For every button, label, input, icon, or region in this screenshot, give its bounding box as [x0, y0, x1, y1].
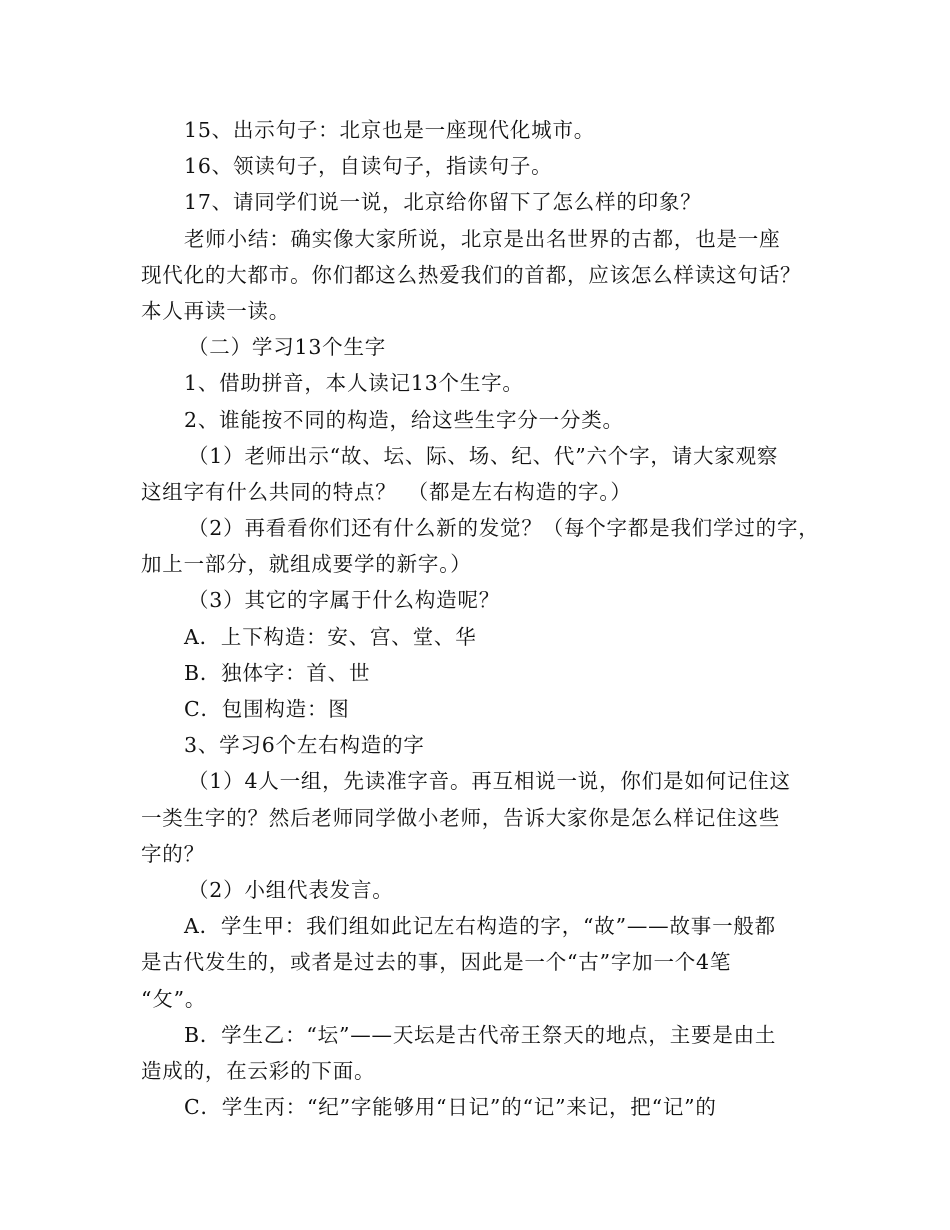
text-line: （3）其它的字属于什么构造呢？	[188, 588, 501, 613]
list-item: C．包围构造：图	[184, 697, 350, 721]
text-line: 一类生字的？然后老师同学做小老师，告诉大家你是怎么样记住这些	[141, 805, 780, 830]
text-line: （1）4人一组，先读准字音。再互相说一说，你们是如何记住这	[188, 769, 791, 794]
list-item: C．学生丙：“纪”字能够用“日记”的“记”来记，把“记”的	[184, 1095, 717, 1120]
list-item: A．上下构造：安、宫、堂、华	[184, 624, 477, 649]
list-item: B．学生乙：“坛”——天坛是古代帝王祭天的地点，主要是由土	[184, 1022, 777, 1047]
section-heading: （二）学习13个生字	[188, 335, 387, 360]
text-line: 加上一部分，就组成要学的新字。）	[141, 552, 472, 577]
text-line: 是古代发生的，或者是过去的事，因此是一个“古”字加一个4笔	[141, 950, 732, 975]
text-line: 这组字有什么共同的特点？ （都是左右构造的字。）	[141, 479, 632, 504]
document-body	[141, 112, 821, 1125]
text-line: （2）小组代表发言。	[188, 877, 394, 902]
text-line: 15、出示句子：北京也是一座现代化城市。	[184, 118, 596, 142]
list-item: B．独体字：首、世	[184, 660, 371, 685]
text-line: 老师小结：确实像大家所说，北京是出名世界的古都，也是一座	[184, 226, 781, 251]
text-line: 3、学习6个左右构造的字	[184, 733, 425, 758]
text-line: （2）再看看你们还有什么新的发觉？（每个字都是我们学过的字，	[188, 516, 820, 541]
text-line: 2、谁能按不同的构造，给这些生字分一分类。	[184, 407, 624, 432]
text-line: 1、借助拼音，本人读记13个生字。	[184, 371, 524, 396]
list-item: A．学生甲：我们组如此记左右构造的字，“故”——故事一般都	[184, 914, 776, 939]
text-line: （1）老师出示“故、坛、际、场、纪、代”六个字，请大家观察	[188, 443, 779, 468]
text-line: 现代化的大都市。你们都这么热爱我们的首都，应该怎么样读这句话？	[141, 262, 802, 287]
text-line: 造成的，在云彩的下面。	[141, 1058, 376, 1083]
text-line: 17、请同学们说一说，北京给你留下了怎么样的印象？	[184, 190, 702, 215]
text-line: 本人再读一读。	[141, 298, 291, 323]
text-line: “攵”。	[141, 986, 207, 1011]
text-line: 16、领读句子，自读句子，指读句子。	[184, 154, 553, 179]
text-line: 字的？	[141, 841, 205, 866]
